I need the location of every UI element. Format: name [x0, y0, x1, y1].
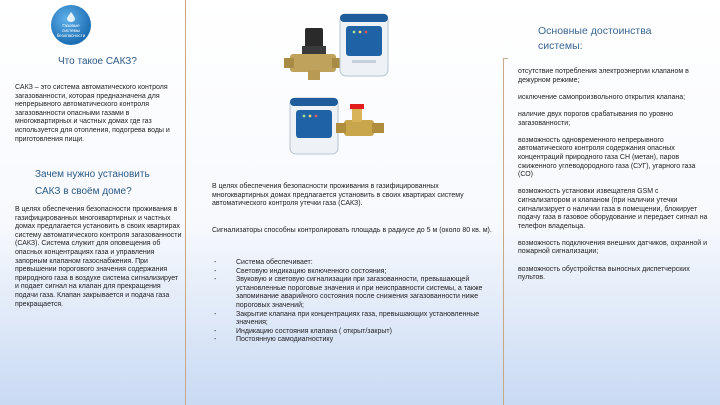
middle-feature-list: [212, 259, 497, 345]
logo-text-line3: безопасности: [56, 33, 86, 38]
divider-left: [185, 0, 186, 405]
signaller-image-bottom: [290, 98, 338, 154]
why-body-text: В целях обеспечения безопасности проживания в газифицированных многоквартирных и частных домах предлагается установить в своих квартирах систему автоматического контроля загазованности (САКЗ). Система служит для оповещения об опасных концентрациях газа и управления запорным клапаном газоснабжения. При превышении порогового значения содержания природного газа в воздухе система сигнализирует и подает сигнал на клапан для прекращения подачи газа. Клапан закрывается и подача газа прекращается.: [15, 206, 182, 308]
advantage-item: возможность одновременного непрерывного автоматического контроля содержания опасных концентраций природного газа СН (метан), паров сжиженного углеводородного газа (СУГ), угарного газа (СО): [518, 136, 696, 179]
heading-why-line2: САКЗ в своём доме?: [35, 186, 132, 197]
valve-image-bottom: [336, 104, 384, 136]
divider-right: [503, 58, 504, 405]
list-item: - Система обеспечивает:: [212, 259, 497, 268]
advantage-item: возможность подключения внешних датчиков, охранной и пожарной сигнализации;: [518, 239, 708, 256]
middle-area-text: Сигнализаторы способны контролировать площадь в радиусе до 5 м (около 80 кв. м).: [212, 227, 492, 234]
gas-drop-icon: [67, 12, 75, 22]
heading-why-line1: Зачем нужно установить: [35, 169, 150, 180]
advantage-item: возможность установки извещателя GSM с сигнализатором и клапаном (при наличии утечки сигнализирует о наличии газа в помещении, блокирует подачу газа в газовое оборудование и передает сигнал на телефон владельца.: [518, 188, 708, 230]
list-item: - Звуковую и световую сигнализации при загазованности, превышающей установленные пороговые значения и при неисправности системы, а также запоминание аварийного состояния после снижения загазованности ниже пороговых значений;: [212, 276, 497, 310]
logo-text-line1: Газовые: [62, 23, 80, 28]
logo-text-line2: системы: [62, 28, 80, 33]
list-item: - Индикацию состояния клапана ( открыт/закрыт): [212, 328, 497, 337]
valve-image-top: [284, 28, 342, 80]
signaller-image-top: [340, 14, 388, 76]
divider-right-tick: [503, 58, 508, 59]
definition-text: САКЗ – это система автоматического контроля загазованности, которая предназначена для непрерывного автоматического контроля загазованности опасными газами в многоквартирных и частных домах где газ используется для отопления, подогрева воды и приготовления пищи.: [15, 84, 170, 143]
heading-advantages-line1: Основные достоинства: [538, 25, 652, 37]
advantage-item: исключение самопроизвольного открытия клапана;: [518, 93, 686, 101]
advantage-item: возможность обустройства выносных диспетчерских пультов.: [518, 265, 690, 282]
heading-what-is: Что такое САКЗ?: [58, 56, 137, 67]
advantage-item: наличие двух порогов срабатывания по уровню загазованности;: [518, 110, 673, 127]
advantage-item: отсутствие потребления электроэнергии клапаном в дежурном режиме;: [518, 68, 689, 84]
list-item: - Световую индикацию включенного состояния;: [212, 268, 497, 277]
heading-advantages-line2: системы:: [538, 40, 583, 52]
middle-intro-text: В целях обеспечения безопасности проживания в газифицированных многоквартирных домах предлагается установить в своих квартирах систему автоматического контроля утечки газа (САКЗ).: [212, 183, 464, 208]
product-images: [282, 8, 392, 156]
list-item: - Закрытие клапана при концентрациях газа, превышающих установленные значения;: [212, 311, 497, 328]
company-logo: [51, 5, 91, 45]
list-item: - Постоянную самодиагностику: [212, 336, 497, 345]
advantages-list: [518, 68, 708, 291]
